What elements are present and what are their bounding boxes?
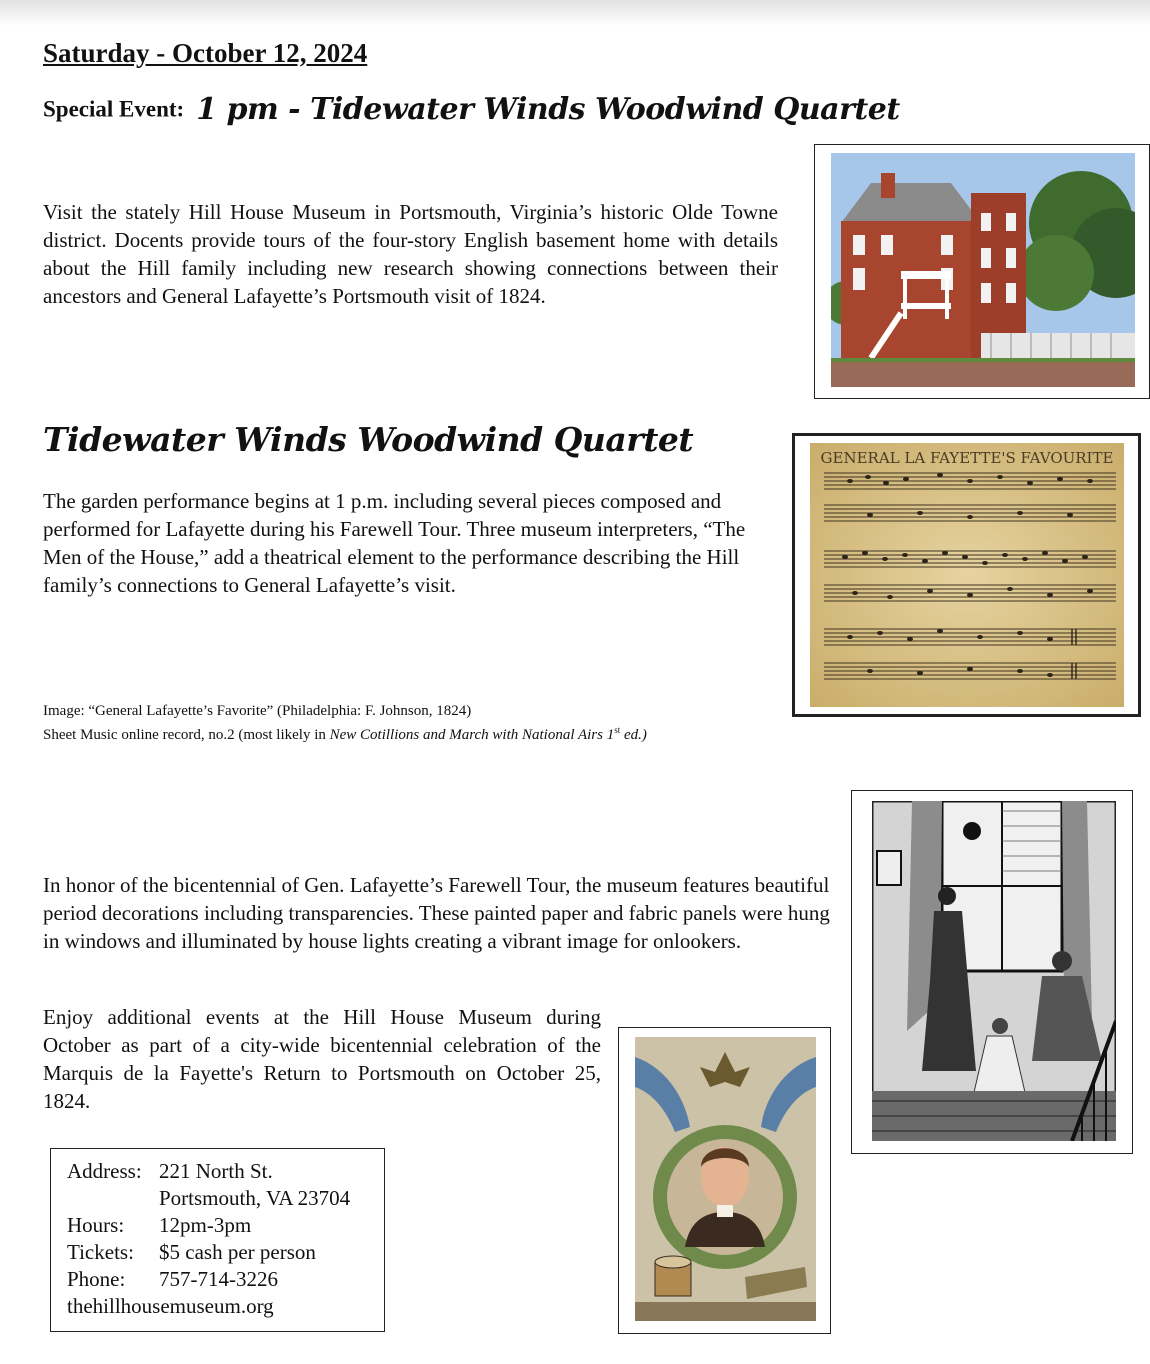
sheet-music-frame xyxy=(792,433,1141,717)
top-shade xyxy=(0,0,1150,26)
sheet-music-image xyxy=(810,443,1124,707)
address-line-1: 221 North St. xyxy=(159,1159,273,1183)
caption-line-1: Image: “General Lafayette’s Favorite” (Philadelphia: F. Johnson, 1824) xyxy=(43,703,472,719)
quartet-heading: Tidewater Winds Woodwind Quartet xyxy=(43,420,694,459)
sheet-music-title: GENERAL LA FAYETTE'S FAVOURITE xyxy=(820,449,1114,467)
caption-line-2-title: New Cotillions and March with National Airs 1 xyxy=(329,727,615,743)
quartet-paragraph: The garden performance begins at 1 p.m. including several pieces composed and performed for Lafayette during his Farewell Tour. Three museum interpreters, “The Men of the House,” add a theatrical element to the performance describing the Hill family’s connections to General Lafayette’s visit. xyxy=(43,489,746,597)
caption-line-2 xyxy=(43,721,647,745)
special-event-line xyxy=(43,92,900,127)
hours-label: Hours: xyxy=(67,1213,125,1237)
phone-row xyxy=(67,1266,384,1293)
hill-house-photo xyxy=(831,153,1135,387)
caption-line-2-prefix: Sheet Music online record, no.2 (most likely in xyxy=(43,727,330,743)
hours-row xyxy=(67,1212,384,1239)
caption-sup: st xyxy=(614,725,621,735)
intro-paragraph: Visit the stately Hill House Museum in Portsmouth, Virginia’s historic Olde Towne district. Docents provide tours of the four-story English basement home with details about the Hill family including new research showing connections between their ancestors and General Lafayette’s Portsmouth visit of 1824. xyxy=(43,200,778,308)
tickets-value: $5 cash per person xyxy=(159,1240,316,1264)
visitor-info-box xyxy=(50,1148,385,1332)
hours-value: 12pm-3pm xyxy=(159,1213,252,1237)
special-event-label: Special Event: xyxy=(43,96,185,122)
special-event-title: 1 pm - Tidewater Winds Woodwind Quartet xyxy=(196,92,900,127)
bicentennial-paragraph: In honor of the bicentennial of Gen. Lafayette’s Farewell Tour, the museum features beautiful period decorations including transparencies. These painted paper and fabric panels were hung in windows and illuminated by house lights creating a vibrant image for onlookers. xyxy=(43,873,830,953)
address-row xyxy=(67,1158,384,1185)
website-link[interactable]: thehillhousemuseum.org xyxy=(67,1294,274,1318)
caption-line-2-suffix: ed.) xyxy=(620,727,647,743)
engraving-frame xyxy=(851,790,1133,1154)
lafayette-portrait xyxy=(635,1037,816,1321)
address-line-2: Portsmouth, VA 23704 xyxy=(159,1186,351,1210)
hill-house-photo-frame xyxy=(814,144,1150,399)
transparency-engraving xyxy=(872,801,1116,1141)
tickets-label: Tickets: xyxy=(67,1240,134,1264)
tickets-row xyxy=(67,1239,384,1266)
address-label: Address: xyxy=(67,1159,142,1183)
event-date-heading: Saturday - October 12, 2024 xyxy=(43,38,368,68)
image-caption xyxy=(43,702,647,745)
additional-events-paragraph: Enjoy additional events at the Hill House Museum during October as part of a city-wide bicentennial celebration of the Marquis de la Fayette's Return to Portsmouth on October 25, 1824. xyxy=(43,1005,601,1113)
phone-value: 757-714-3226 xyxy=(159,1267,278,1291)
lafayette-portrait-frame xyxy=(618,1027,831,1334)
phone-label: Phone: xyxy=(67,1267,126,1291)
